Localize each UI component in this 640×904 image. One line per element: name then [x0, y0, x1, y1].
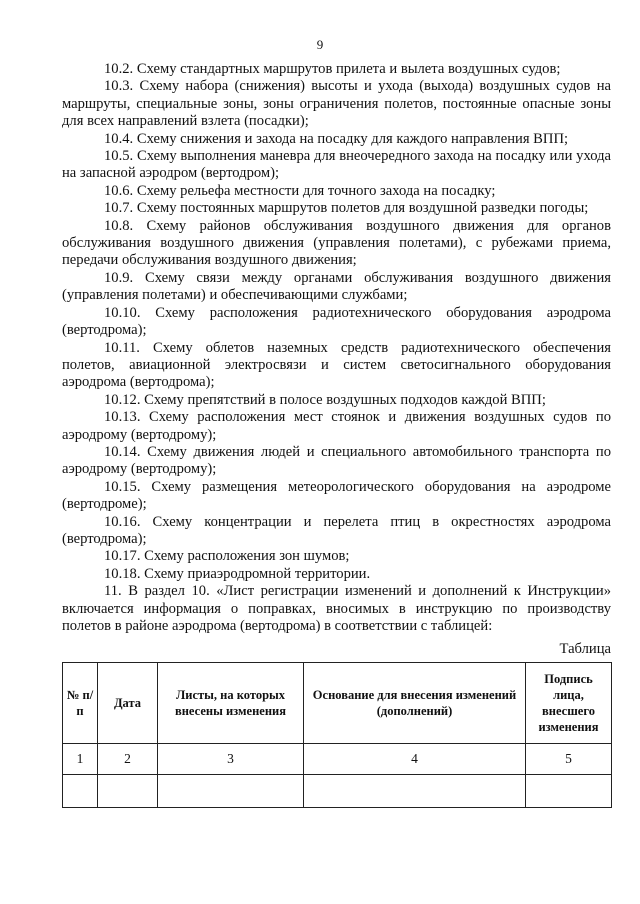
table-cell — [158, 775, 304, 808]
table-row — [63, 775, 612, 808]
paragraph-10-7: 10.7. Схему постоянных маршрутов полетов для воздушной разведки погоды; — [104, 200, 589, 217]
paragraph-10-2: 10.2. Схему стандартных маршрутов прилета и вылета воздушных судов; — [104, 61, 561, 77]
table-cell — [304, 775, 526, 808]
paragraph-10-17: 10.17. Схему расположения зон шумов; — [104, 548, 350, 565]
document-body — [62, 61, 611, 659]
header-basis: Основание для внесения изменений (дополнений) — [304, 663, 526, 744]
header-number: № п/п — [63, 663, 98, 744]
header-signature: Подпись лица, внесшего изменения — [526, 663, 612, 744]
change-registration-table — [62, 662, 612, 808]
table-cell: 1 — [63, 744, 98, 775]
paragraph-10-16: 10.16. Схему концентрации и перелета птиц в окрестностях аэродрома (вертодрома); — [62, 513, 611, 547]
paragraph-10-11: 10.11. Схему облетов наземных средств радиотехнического обеспечения полетов, авиационной электросвязи и систем светосигнального оборудования аэродрома (вертодрома); — [62, 339, 611, 391]
page-number: 9 — [316, 37, 324, 52]
paragraph-10-10: 10.10. Схему расположения радиотехнического оборудования аэродрома (вертодрома); — [62, 304, 611, 339]
paragraph-10-13: 10.13. Схему расположения мест стоянок и движения воздушных судов по аэродрому (вертодрому); — [62, 409, 611, 443]
paragraph-10-15: 10.15. Схему размещения метеорологического оборудования на аэродроме (вертодроме); — [62, 478, 611, 513]
paragraph-10-14: 10.14. Схему движения людей и специального автомобильного транспорта по аэродрому (вертодрому); — [62, 443, 611, 478]
header-date: Дата — [98, 663, 158, 744]
paragraph-10-18: 10.18. Схему приаэродромной территории. — [104, 565, 371, 582]
paragraph-10-6: 10.6. Схему рельефа местности для точного захода на посадку; — [104, 182, 496, 199]
table-cell — [63, 775, 98, 808]
table-cell: 5 — [526, 744, 612, 775]
header-sheets: Листы, на которых внесены изменения — [158, 663, 304, 744]
paragraph-10-12: 10.12. Схему препятствий в полосе воздушных подходов каждой ВПП; — [104, 391, 546, 408]
table-row — [63, 744, 612, 775]
table-cell — [98, 775, 158, 808]
paragraph-10-4: 10.4. Схему снижения и захода на посадку для каждого направления ВПП; — [104, 130, 569, 147]
table-label: Таблица — [559, 641, 611, 658]
table-cell — [526, 775, 612, 808]
paragraph-10-3: 10.3. Схему набора (снижения) высоты и ухода (выхода) воздушных судов на маршруты, специальные зоны, зоны ограничения полетов, постоянные опасные зоны для всех направлений взлета (посадки); — [62, 78, 611, 130]
table-cell: 2 — [98, 744, 158, 775]
table-cell: 3 — [158, 744, 304, 775]
paragraph-10-8: 10.8. Схему районов обслуживания воздушного движения для органов обслуживания воздушного движения (управления полетами), с рубежами приема, передачи обслуживания воздушного движения; — [62, 217, 611, 269]
paragraph-11: 11. В раздел 10. «Лист регистрации изменений и дополнений к Инструкции» включается информация о поправках, вносимых в инструкцию по производству полетов в районе аэродрома (вертодрома) в соответствии с таблицей: — [62, 583, 611, 634]
table-cell: 4 — [304, 744, 526, 775]
table-header-row — [63, 663, 612, 744]
paragraph-10-9: 10.9. Схему связи между органами обслуживания воздушного движения (управления полетами) и обеспечивающими службами; — [62, 269, 611, 304]
paragraph-10-5: 10.5. Схему выполнения маневра для внеочередного захода на посадку или ухода на запасной аэродром (вертодром); — [62, 148, 611, 182]
